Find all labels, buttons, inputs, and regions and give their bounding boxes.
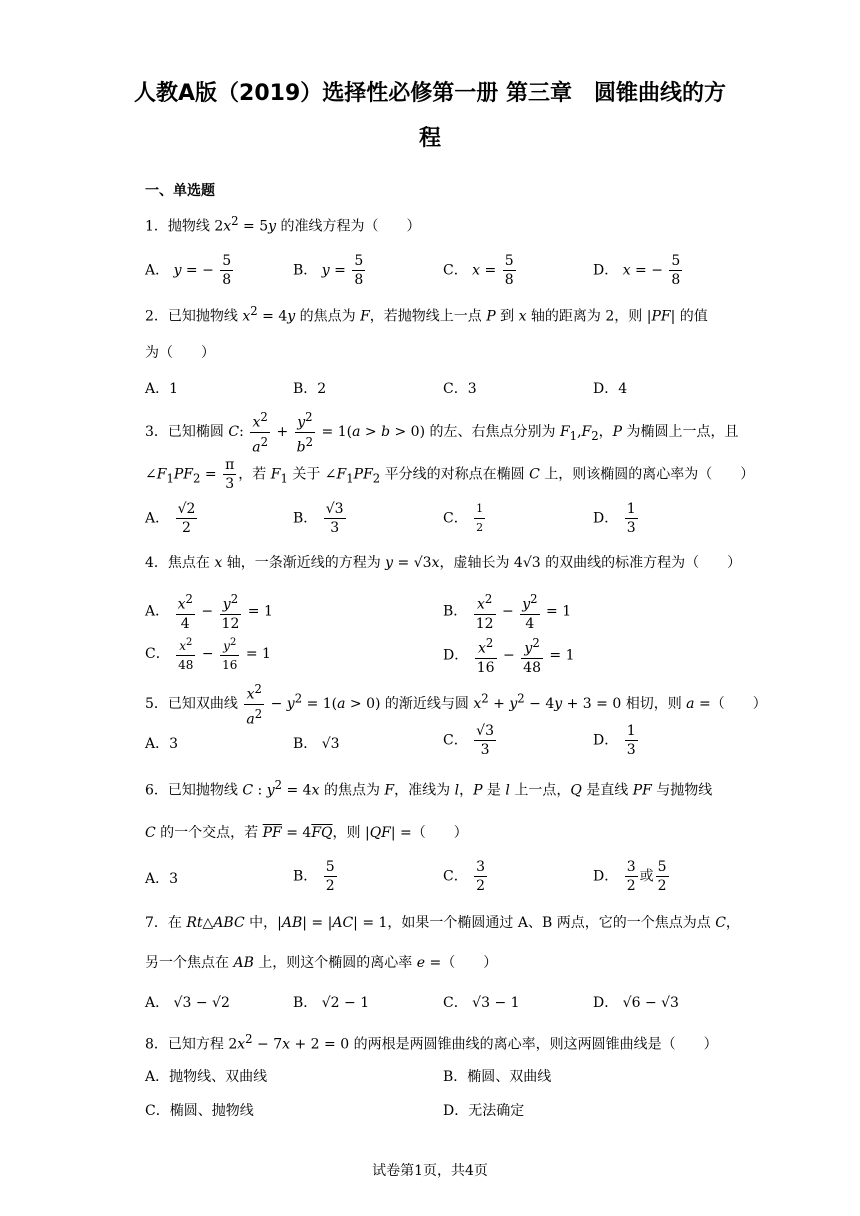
q5-option-b: B． √3 (293, 736, 340, 752)
question-2-line-2: 为（ ） (145, 345, 215, 361)
q6-option-c: C． $\frac{3}{2}$ (443, 859, 486, 894)
q7-option-a: A． √3 − √2 (145, 995, 230, 1011)
q1-option-a: A． y = − $\frac{5}{8}$ (145, 253, 232, 288)
question-6-line-1: 6．已知抛物线 C : $y^2 = 4x$ 的焦点为 F，准线为 l，P 是 l 上一点，Q 是直线 PF 与抛物线 (145, 778, 713, 799)
question-2-line-1: 2．已知抛物线 $x^2 = 4y$ 的焦点为 F，若抛物线上一点 P 到 x 轴的距离为 2，则 |PF| 的值 (145, 304, 708, 325)
q3-option-a: A． $\frac{√2}{2}$ (145, 501, 196, 536)
q6-option-b: B． $\frac{5}{2}$ (293, 859, 335, 894)
question-3-line-1: 3．已知椭圆 C: $\frac{x^2}{a^2}$ + $\frac{y^2}{b^2}$ = 1(a > b > 0) 的左、右焦点分别为 $F_1,F_2$，P 为椭圆上一点，且 (145, 410, 739, 456)
q2-option-c: C．3 (443, 381, 477, 397)
q5-option-a: A．3 (145, 736, 179, 752)
question-7-line-1: 7．在 Rt△ABC 中，|AB| = |AC| = 1，如果一个椭圆通过 A、B 两点，它的一个焦点为点 C， (145, 915, 740, 931)
q4-option-c: C． $\frac{x^2}{48}$ − $\frac{y^2}{16}$ = 1 (145, 634, 271, 674)
page-footer: 试卷第1页，共4页 (372, 1163, 488, 1179)
q7-option-c: C． √3 − 1 (443, 995, 520, 1011)
q4-option-a: A． $\frac{x^2}{4}$ − $\frac{y^2}{12}$ = 1 (145, 592, 273, 632)
q8-option-b: B．椭圆、双曲线 (443, 1069, 552, 1085)
q5-option-d: D． $\frac{1}{3}$ (593, 723, 636, 758)
question-1: 1．抛物线 $2x^2 = 5y$ 的准线方程为（ ） (145, 214, 421, 235)
q8-option-a: A．抛物线、双曲线 (145, 1069, 268, 1085)
question-7-line-2: 另一个焦点在 AB 上，则这个椭圆的离心率 e =（ ） (145, 955, 498, 971)
q8-option-d: D．无法确定 (443, 1103, 525, 1119)
q1-option-c: C． x = $\frac{5}{8}$ (443, 253, 514, 288)
page-title-line-2: 程 (418, 126, 441, 151)
page-title-line-1: 人教A版（2019）选择性必修第一册 第三章 圆锥曲线的方 (134, 81, 726, 106)
question-5: 5．已知双曲线 $\frac{x^2}{a^2}$ − $y^2 = 1(a > 0)$ 的渐近线与圆 $x^2 + y^2 - 4y + 3 = 0$ 相切，则 a =（ ） (145, 682, 767, 728)
q2-option-d: D．4 (593, 381, 628, 397)
question-6-line-2: C 的一个交点，若 $\overline{PF} = 4\overline{FQ}$，则 |QF| =（ ） (145, 825, 468, 841)
section-heading: 一、单选题 (145, 183, 215, 199)
q3-option-c: C． $\frac{1}{2}$ (443, 502, 484, 534)
q4-option-d: D． $\frac{x^2}{16}$ − $\frac{y^2}{48}$ = 1 (443, 636, 575, 676)
q3-option-d: D． $\frac{1}{3}$ (593, 501, 636, 536)
question-4: 4．焦点在 x 轴，一条渐近线的方程为 y = √3x，虚轴长为 4√3 的双曲线的标准方程为（ ） (145, 555, 742, 571)
question-8: 8．已知方程 $2x^2 - 7x + 2 = 0$ 的两根是两圆锥曲线的离心率，则这两圆锥曲线是（ ） (145, 1032, 718, 1053)
q2-option-b: B．2 (293, 381, 327, 397)
q5-option-c: C． $\frac{√3}{3}$ (443, 723, 494, 758)
q6-option-d: D． $\frac{3}{2}$ 或 $\frac{5}{2}$ (593, 859, 667, 894)
q1-option-d: D． x = − $\frac{5}{8}$ (593, 253, 681, 288)
q4-option-b: B． $\frac{x^2}{12}$ − $\frac{y^2}{4}$ = 1 (443, 592, 572, 632)
q2-option-a: A．1 (145, 381, 179, 397)
q3-option-b: B． $\frac{√3}{3}$ (293, 501, 344, 536)
q7-option-b: B． √2 − 1 (293, 995, 370, 1011)
q8-option-c: C．椭圆、抛物线 (145, 1103, 254, 1119)
q7-option-d: D． √6 − √3 (593, 995, 679, 1011)
q1-option-b: B． y = $\frac{5}{8}$ (293, 253, 364, 288)
question-3-line-2: $\angle F_1PF_2$ = $\frac{\pi}{3}$ ，若 $F_1$ 关于 $\angle F_1PF_2$ 平分线的对称点在椭圆 C 上，则该椭圆的离心率为（ ） (145, 457, 755, 492)
q6-option-a: A．3 (145, 871, 179, 887)
